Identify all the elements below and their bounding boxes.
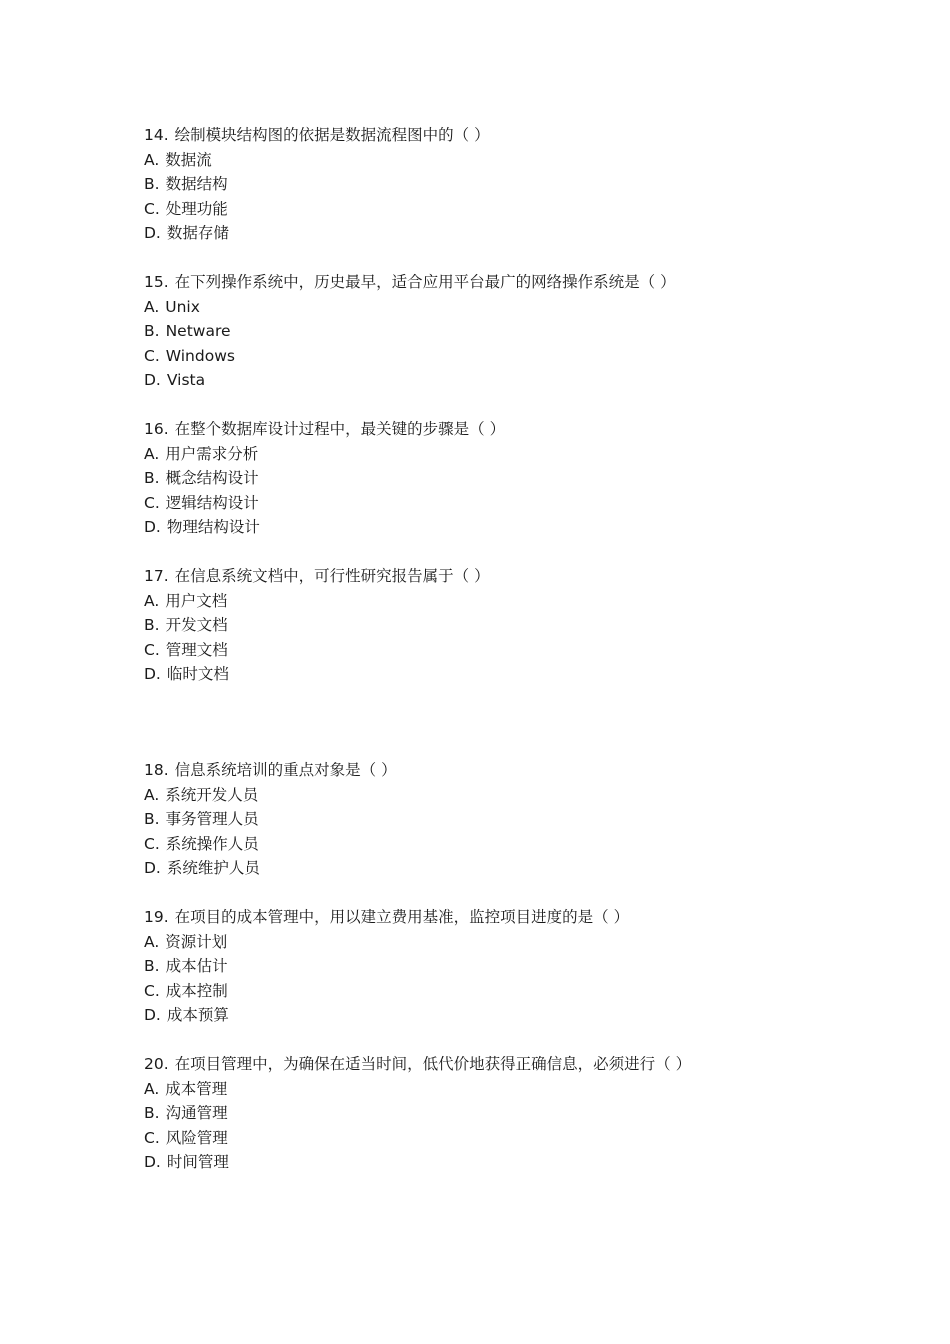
question-text: 在项目的成本管理中，用以建立费用基准，监控项目进度的是（ ） (174, 908, 630, 926)
question-19 (144, 905, 844, 1028)
option-text: 数据结构 (165, 175, 228, 194)
option-letter: D. (144, 1153, 161, 1172)
option-c (144, 197, 844, 222)
option-letter: B. (144, 175, 160, 194)
option-c (144, 1126, 844, 1151)
option-d (144, 368, 844, 393)
option-letter: C. (144, 981, 160, 1000)
option-text: 用户需求分析 (165, 444, 259, 463)
option-letter: D. (144, 371, 161, 390)
question-number: 17. (144, 567, 169, 585)
option-letter: D. (144, 665, 161, 684)
option-text: 用户文档 (165, 591, 228, 610)
option-letter: D. (144, 224, 161, 243)
option-letter: B. (144, 322, 160, 341)
option-text: 时间管理 (166, 1153, 229, 1172)
option-letter: A. (144, 1079, 160, 1098)
option-a (144, 783, 844, 808)
option-text: 数据流 (165, 150, 212, 169)
option-text: 系统操作人员 (165, 834, 259, 853)
question-text: 绘制模块结构图的依据是数据流程图中的（ ） (174, 126, 490, 144)
question-number: 20. (144, 1055, 169, 1073)
option-text: 成本预算 (166, 1006, 229, 1025)
option-d (144, 221, 844, 246)
option-d (144, 515, 844, 540)
option-text: 沟通管理 (165, 1104, 228, 1123)
option-c (144, 638, 844, 663)
option-b (144, 1101, 844, 1126)
option-text: 系统开发人员 (165, 785, 259, 804)
option-text: 资源计划 (165, 932, 228, 951)
option-letter: D. (144, 859, 161, 878)
option-letter: A. (144, 591, 160, 610)
option-a (144, 442, 844, 467)
option-letter: B. (144, 810, 160, 829)
option-c (144, 979, 844, 1004)
option-a (144, 148, 844, 173)
question-stem (144, 123, 844, 148)
option-text: Unix (165, 297, 200, 316)
question-text: 在整个数据库设计过程中，最关键的步骤是（ ） (174, 420, 506, 438)
question-number: 19. (144, 908, 169, 926)
question-17 (144, 564, 844, 687)
option-text: 临时文档 (166, 665, 229, 684)
option-letter: A. (144, 150, 160, 169)
question-20 (144, 1052, 844, 1175)
option-a (144, 1077, 844, 1102)
option-text: 风险管理 (165, 1128, 228, 1147)
option-letter: A. (144, 444, 160, 463)
option-text: 成本估计 (165, 957, 228, 976)
option-text: Netware (165, 322, 231, 341)
option-text: 物理结构设计 (166, 518, 260, 537)
option-b (144, 807, 844, 832)
option-letter: C. (144, 834, 160, 853)
question-text: 在信息系统文档中，可行性研究报告属于（ ） (174, 567, 490, 585)
question-number: 18. (144, 761, 169, 779)
option-b (144, 613, 844, 638)
question-text: 在项目管理中，为确保在适当时间，低代价地获得正确信息，必须进行（ ） (174, 1055, 692, 1073)
question-14 (144, 123, 844, 246)
option-a (144, 589, 844, 614)
option-text: Vista (166, 371, 206, 390)
question-15 (144, 270, 844, 393)
option-a (144, 930, 844, 955)
question-number: 16. (144, 420, 169, 438)
question-stem (144, 564, 844, 589)
option-letter: A. (144, 785, 160, 804)
option-text: 开发文档 (165, 616, 228, 635)
option-letter: D. (144, 1006, 161, 1025)
option-a (144, 295, 844, 320)
option-d (144, 1003, 844, 1028)
option-text: Windows (165, 346, 235, 365)
option-c (144, 832, 844, 857)
option-letter: C. (144, 199, 160, 218)
option-d (144, 662, 844, 687)
option-letter: B. (144, 616, 160, 635)
option-d (144, 856, 844, 881)
option-b (144, 954, 844, 979)
question-16 (144, 417, 844, 540)
option-b (144, 172, 844, 197)
option-letter: C. (144, 640, 160, 659)
question-number: 14. (144, 126, 169, 144)
option-text: 事务管理人员 (165, 810, 259, 829)
question-stem (144, 270, 844, 295)
question-18 (144, 758, 844, 881)
option-b (144, 466, 844, 491)
option-letter: B. (144, 469, 160, 488)
option-text: 概念结构设计 (165, 469, 259, 488)
option-letter: C. (144, 346, 160, 365)
option-letter: A. (144, 297, 160, 316)
option-letter: C. (144, 1128, 160, 1147)
option-letter: B. (144, 957, 160, 976)
question-text: 在下列操作系统中，历史最早，适合应用平台最广的网络操作系统是（ ） (174, 273, 676, 291)
option-c (144, 491, 844, 516)
option-d (144, 1150, 844, 1175)
option-text: 系统维护人员 (166, 859, 260, 878)
option-letter: D. (144, 518, 161, 537)
option-text: 数据存储 (166, 224, 229, 243)
option-text: 成本控制 (165, 981, 228, 1000)
option-text: 管理文档 (165, 640, 228, 659)
option-b (144, 319, 844, 344)
option-text: 成本管理 (165, 1079, 228, 1098)
question-stem (144, 417, 844, 442)
option-text: 逻辑结构设计 (165, 493, 259, 512)
question-number: 15. (144, 273, 169, 291)
option-letter: C. (144, 493, 160, 512)
option-letter: B. (144, 1104, 160, 1123)
question-stem (144, 1052, 844, 1077)
option-text: 处理功能 (165, 199, 228, 218)
option-c (144, 344, 844, 369)
question-text: 信息系统培训的重点对象是（ ） (174, 761, 397, 779)
option-letter: A. (144, 932, 160, 951)
question-stem (144, 905, 844, 930)
question-stem (144, 758, 844, 783)
